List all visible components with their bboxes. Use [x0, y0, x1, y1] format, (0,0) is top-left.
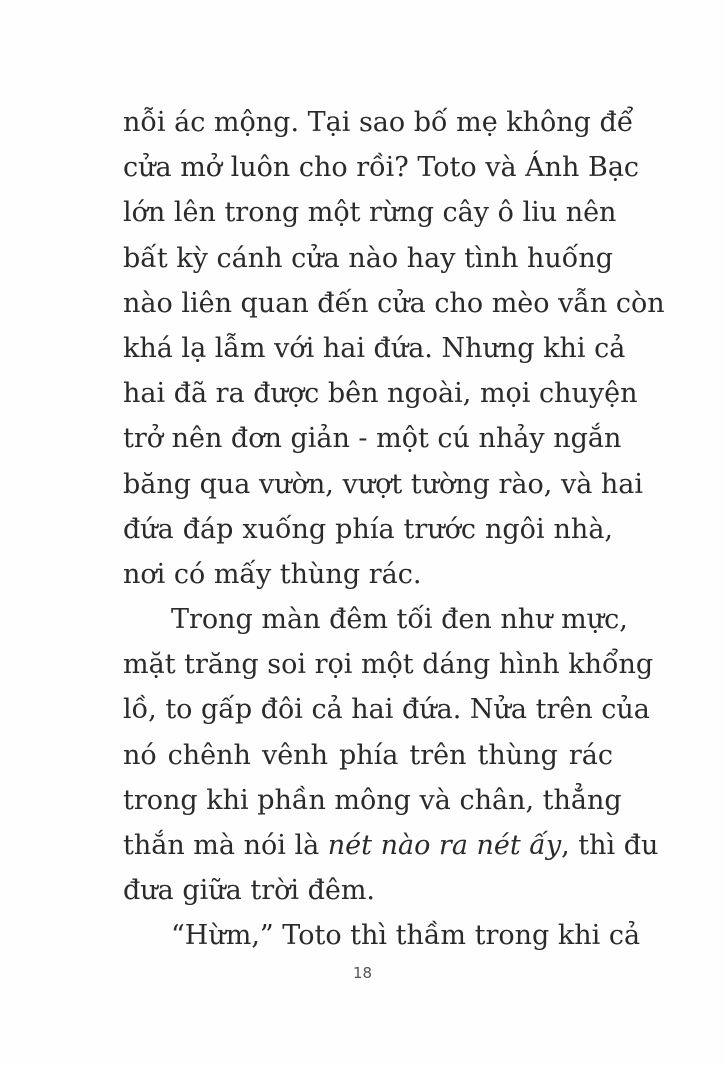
- text-line: trong khi phần mông và chân, thẳng: [123, 784, 622, 816]
- body-text: [123, 100, 665, 959]
- text-line: khá lạ lẫm với hai đứa. Nhưng khi cả: [123, 332, 626, 364]
- paragraph-1: [123, 100, 665, 597]
- italic-phrase: nét nào ra nét ấy: [327, 830, 562, 861]
- page-number: 18: [352, 964, 373, 982]
- paragraph-2: [123, 597, 659, 913]
- text-line: lồ, to gấp đôi cả hai đứa. Nửa trên của: [123, 694, 650, 726]
- text-line: mặt trăng soi rọi một dáng hình khổng: [123, 649, 654, 681]
- text-line: lớn lên trong một rừng cây ô liu nên: [123, 197, 617, 229]
- text-line: băng qua vườn, vượt tường rào, và hai: [123, 468, 644, 500]
- text-line: nơi có mấy thùng rác.: [123, 558, 422, 590]
- text-line: bất kỳ cánh cửa nào hay tình huống: [123, 242, 613, 274]
- text-line: “Hừm,” Toto thì thầm trong khi cả: [171, 920, 641, 952]
- text-line: hai đã ra được bên ngoài, mọi chuyện: [123, 378, 638, 410]
- text-line-with-italic: [123, 823, 659, 868]
- text-line: đứa đáp xuống phía trước ngôi nhà,: [123, 513, 613, 545]
- text-line: trở nên đơn giản - một cú nhảy ngắn: [123, 423, 622, 455]
- text-line: nào liên quan đến cửa cho mèo vẫn còn: [123, 287, 665, 319]
- paragraph-3: [123, 913, 641, 958]
- text-line: cửa mở luôn cho rồi? Toto và Ánh Bạc: [123, 152, 640, 184]
- text-line: đưa giữa trời đêm.: [123, 875, 376, 907]
- text-segment: , thì đu: [561, 830, 659, 861]
- text-segment: thắn mà nói là: [123, 830, 328, 861]
- text-line: Trong màn đêm tối đen như mực,: [171, 604, 628, 636]
- text-line: nó chênh vênh phía trên thùng rác: [123, 739, 613, 771]
- text-line: nỗi ác mộng. Tại sao bố mẹ không để: [123, 107, 634, 138]
